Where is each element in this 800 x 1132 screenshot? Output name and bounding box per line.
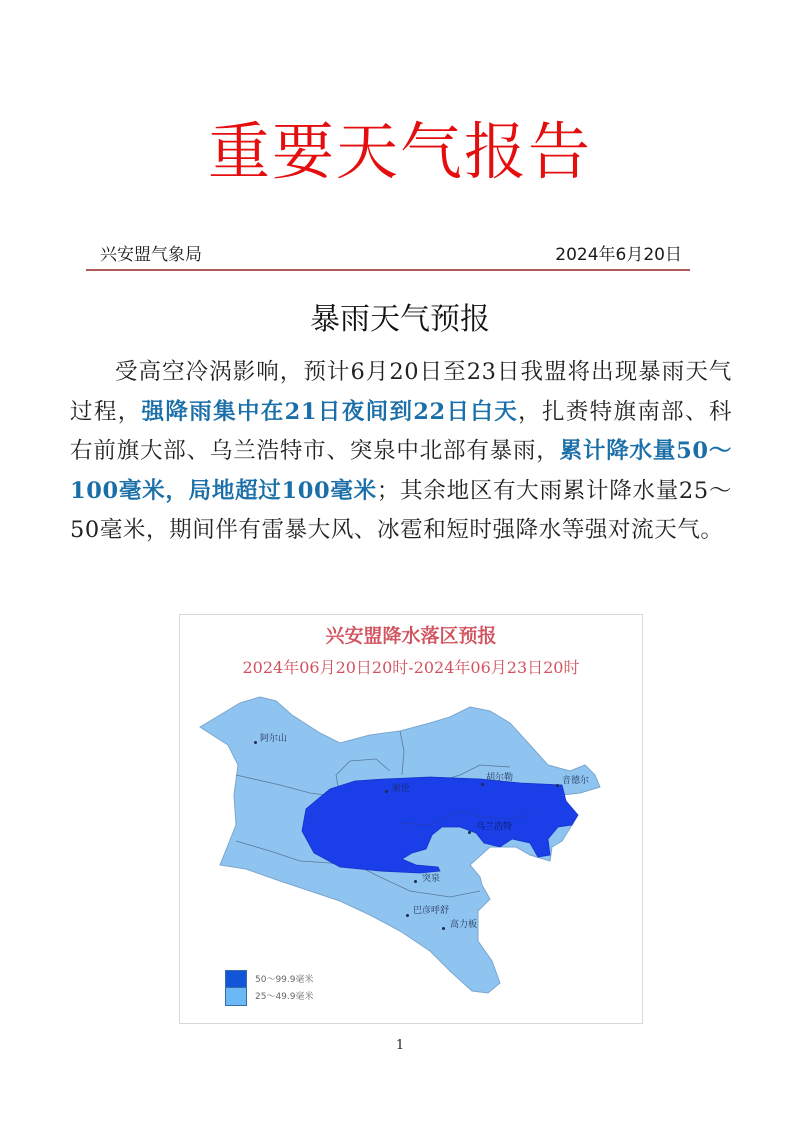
paragraph-segment: 受高空冷涡影响，预计6月20日至23日我盟将出现暴雨天气过程， (70, 359, 732, 425)
place-label-bayanhushu: 巴彦呼舒 (413, 906, 450, 916)
issuer-name: 兴安盟气象局 (100, 245, 202, 265)
place-marker (442, 927, 445, 930)
legend-label: 25～49.9毫米 (255, 992, 314, 1002)
place-label-tuquan: 突泉 (422, 874, 441, 884)
place-label-arxan: 阿尔山 (260, 734, 288, 744)
place-label-suolun: 索伦 (392, 784, 411, 794)
legend-label: 50～99.9毫米 (255, 975, 314, 985)
paragraph-segment: ，扎赉特旗南部、科右前旗大部、乌兰浩特市、突泉中北部有暴雨， (70, 398, 732, 464)
highlighted-segment (142, 399, 519, 425)
article-title: 暴雨天气预报 (310, 302, 490, 337)
precipitation-map (179, 614, 643, 1024)
place-label-ulanhot: 乌兰浩特 (476, 822, 513, 832)
report-title: 重要天气报告 (207, 115, 592, 188)
highlight-text-rain-timing: 强降雨集中在21日夜间到22日白天 (141, 398, 519, 425)
page-number: 1 (395, 1038, 405, 1053)
place-marker (468, 831, 471, 834)
article-paragraph (70, 353, 732, 551)
place-marker (385, 790, 388, 793)
issue-date: 2024年6月20日 (555, 245, 682, 265)
place-label-huerle: 胡尔勒 (486, 773, 514, 783)
place-label-gaoliban: 高力板 (450, 920, 478, 930)
place-marker (414, 880, 417, 883)
header-divider (86, 269, 690, 271)
place-marker (556, 784, 559, 787)
highlight-text-rain-amount: 累计降水量50～100毫米，局地超过100毫米 (70, 438, 732, 504)
place-marker (481, 783, 484, 786)
issuer-row (86, 238, 690, 268)
place-label-yindeer: 音德尔 (562, 776, 590, 786)
map-period: 2024年06月20日20时-2024年06月23日20时 (242, 658, 580, 677)
paragraph-segment: ；其余地区有大雨累计降水量25～50毫米，期间伴有雷暴大风、冰雹和短时强降水等强对流天气。 (70, 477, 733, 543)
map-title: 兴安盟降水落区预报 (325, 625, 497, 647)
place-marker (406, 914, 409, 917)
legend-swatch-moderate (225, 987, 247, 1006)
place-marker (254, 741, 257, 744)
